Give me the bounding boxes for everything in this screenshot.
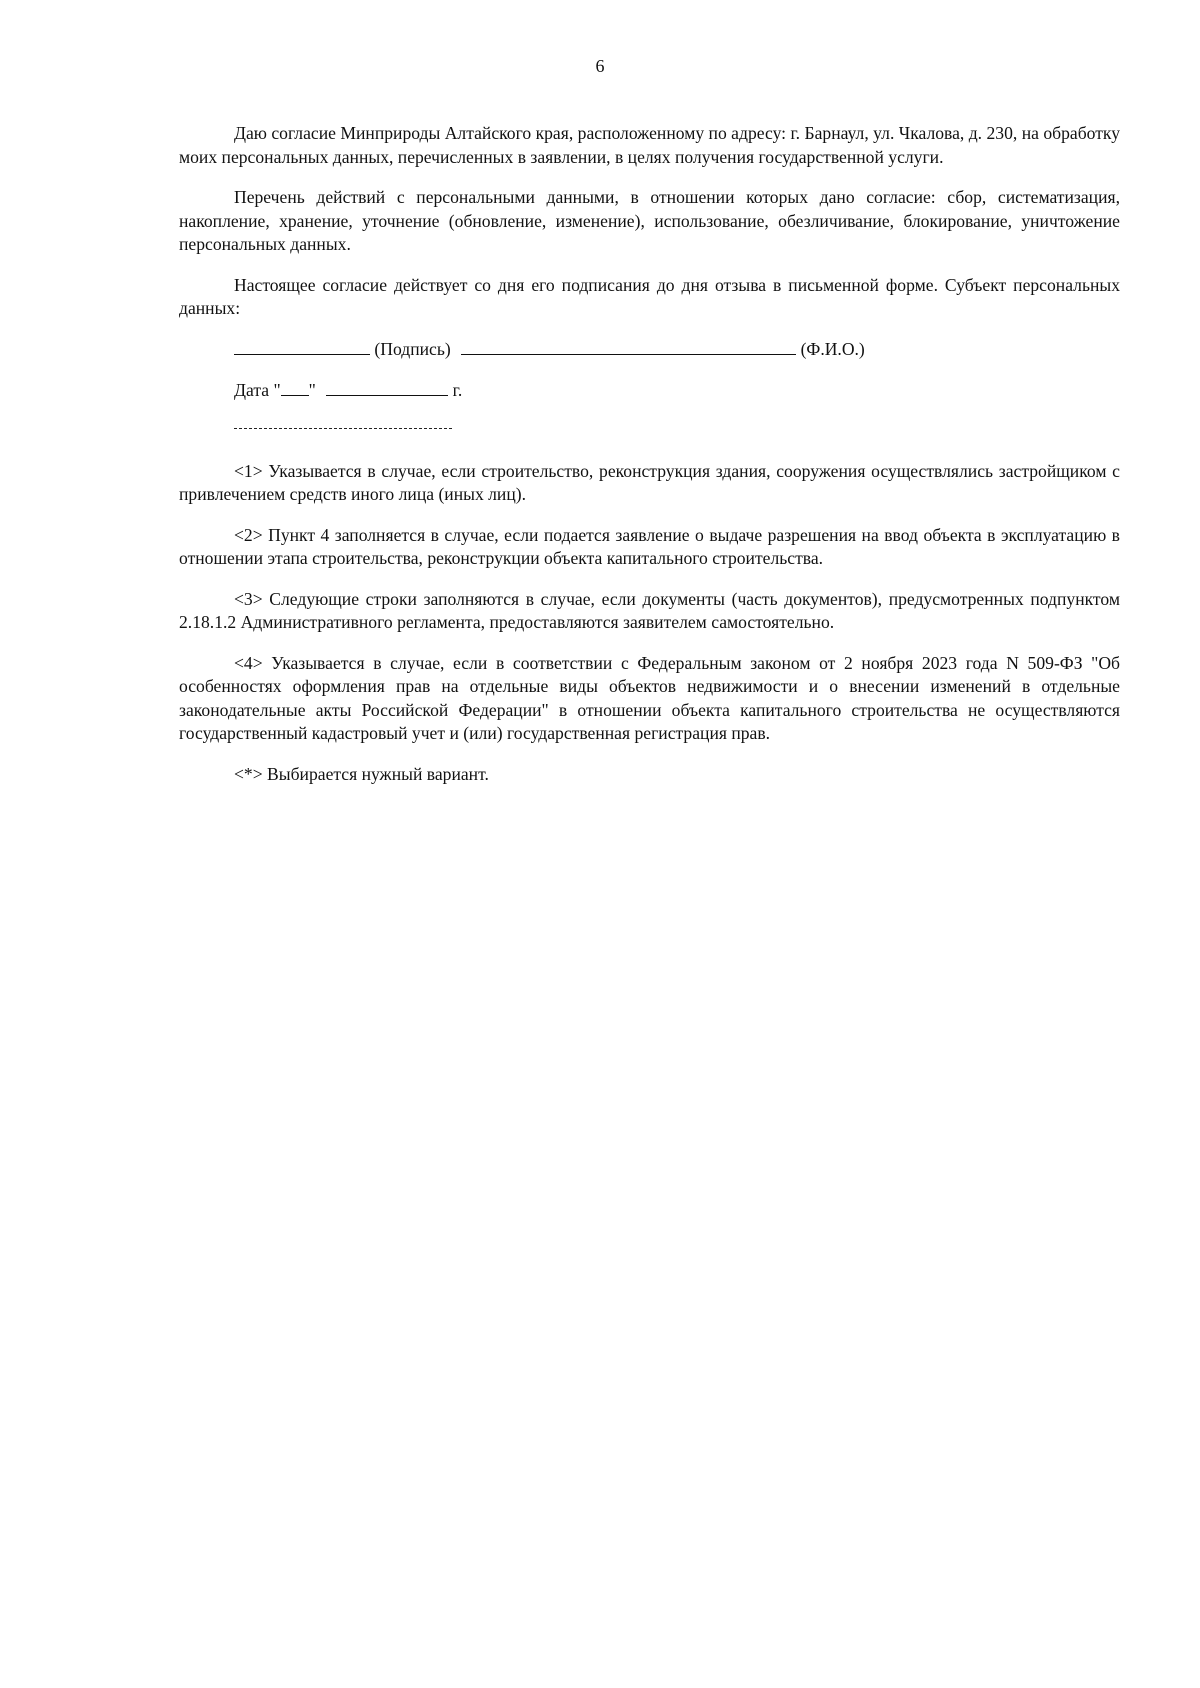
footnote-asterisk: <*> Выбирается нужный вариант. bbox=[234, 763, 489, 784]
signature-line bbox=[234, 337, 1120, 362]
date-line bbox=[234, 378, 1120, 403]
fio-blank bbox=[461, 337, 796, 355]
date-month-blank bbox=[326, 378, 448, 396]
actions-list-paragraph: Перечень действий с персональными данными, в отношении которых дано согласие: сбор, систематизация, накопление, хранение, уточнение (обновление, изменение), использование, обезличивание, блокирование, уничтожение персональных данных. bbox=[179, 187, 1120, 254]
footnote-3: <3> Следующие строки заполняются в случае, если документы (часть документов), предусмотренных подпунктом 2.18.1.2 Административного регламента, предоставляются заявителем самостоятельно. bbox=[179, 588, 1120, 632]
date-suffix: г. bbox=[452, 380, 463, 400]
signature-blank bbox=[234, 337, 370, 355]
footnote-4: <4> Указывается в случае, если в соответствии с Федеральным законом от 2 ноября 2023 года N 509-ФЗ "Об особенностях оформления прав на отдельные виды объектов недвижимости и о внесении изменений в отдельные законодательные акты Российской Федерации" в отношении объекта капитального строительства не осуществляются государственный кадастровый учет и (или) государственная регистрация прав. bbox=[179, 652, 1120, 743]
page-number: 6 bbox=[595, 56, 605, 76]
consent-paragraph: Даю согласие Минприроды Алтайского края, расположенному по адресу: г. Барнаул, ул. Чкалова, д. 230, на обработку моих персональных данных, перечисленных в заявлении, в целях получения государственной услуги. bbox=[179, 123, 1120, 167]
date-day-blank bbox=[281, 378, 309, 396]
footnotes bbox=[179, 460, 1120, 787]
document-body bbox=[179, 122, 1120, 803]
fio-label: (Ф.И.О.) bbox=[800, 338, 865, 359]
footnote-1: <1> Указывается в случае, если строительство, реконструкция здания, сооружения осуществлялись застройщиком с привлечением средств иного лица (иных лиц). bbox=[179, 460, 1120, 504]
date-prefix: Дата " bbox=[234, 380, 281, 400]
validity-paragraph: Настоящее согласие действует со дня его подписания до дня отзыва в письменной форме. Субъект персональных данных: bbox=[179, 274, 1120, 318]
date-middle: " bbox=[308, 380, 316, 400]
footnote-2: <2> Пункт 4 заполняется в случае, если подается заявление о выдаче разрешения на ввод объекта в эксплуатацию в отношении этапа строительства, реконструкции объекта капитального строительства. bbox=[179, 524, 1120, 568]
footnote-separator bbox=[234, 428, 452, 429]
signature-label: (Подпись) bbox=[374, 338, 451, 359]
